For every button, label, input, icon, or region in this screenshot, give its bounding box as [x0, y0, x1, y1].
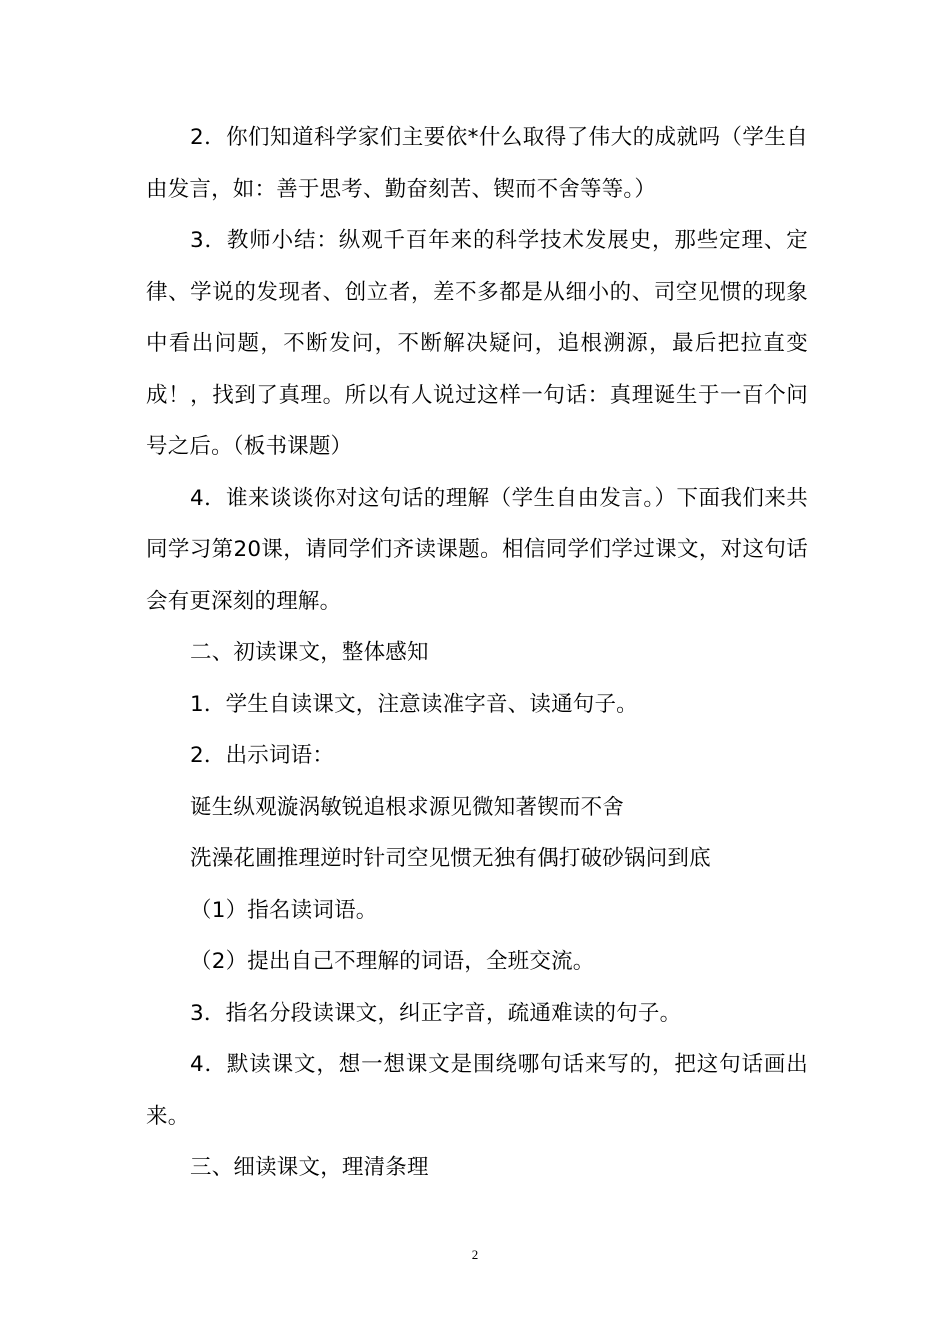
paragraph-step-4: 4．默读课文，想一想课文是围绕哪句话来写的，把这句话画出来。 — [146, 1052, 808, 1129]
section-heading-detailed-reading: 三、细读课文，理清条理 — [190, 1155, 429, 1180]
page-number: 2 — [471, 1247, 479, 1262]
section-heading-first-reading: 二、初读课文，整体感知 — [190, 640, 429, 665]
vocabulary-line-1: 诞生纵观漩涡敏锐追根求源见微知著锲而不舍 — [190, 794, 625, 820]
sub-step-1: （1）指名读词语。 — [190, 897, 378, 923]
vocabulary-line-2: 洗澡花圃推理逆时针司空见惯无独有偶打破砂锅问到底 — [190, 846, 711, 871]
paragraph-step-2: 2．出示词语： — [190, 743, 335, 768]
paragraph-question-4: 4．谁来谈谈你对这句话的理解（学生自由发言。）下面我们来共同学习第20课，请同学们齐读课题。相信同学们学过课文，对这句话会有更深刻的理解。 — [146, 485, 808, 614]
document-body — [146, 112, 808, 1194]
paragraph-question-2: 2．你们知道科学家们主要依*什么取得了伟大的成就吗（学生自由发言，如：善于思考、勤奋刻苦、锲而不舍等等。） — [146, 125, 808, 202]
paragraph-step-3: 3．指名分段读课文，纠正字音，疏通难读的句子。 — [190, 1000, 682, 1026]
paragraph-teacher-summary: 3．教师小结：纵观千百年来的科学技术发展史，那些定理、定律、学说的发现者、创立者，差不多都是从细小的、司空见惯的现象中看出问题，不断发问，不断解决疑问，追根溯源，最后把拉直变成！，找到了真理。所以有人说过这样一句话：真理诞生于一百个问号之后。（板书课题） — [146, 228, 808, 459]
sub-step-2: （2）提出自己不理解的词语，全班交流。 — [190, 949, 595, 974]
paragraph-step-1: 1．学生自读课文，注意读准字音、读通句子。 — [190, 691, 638, 717]
